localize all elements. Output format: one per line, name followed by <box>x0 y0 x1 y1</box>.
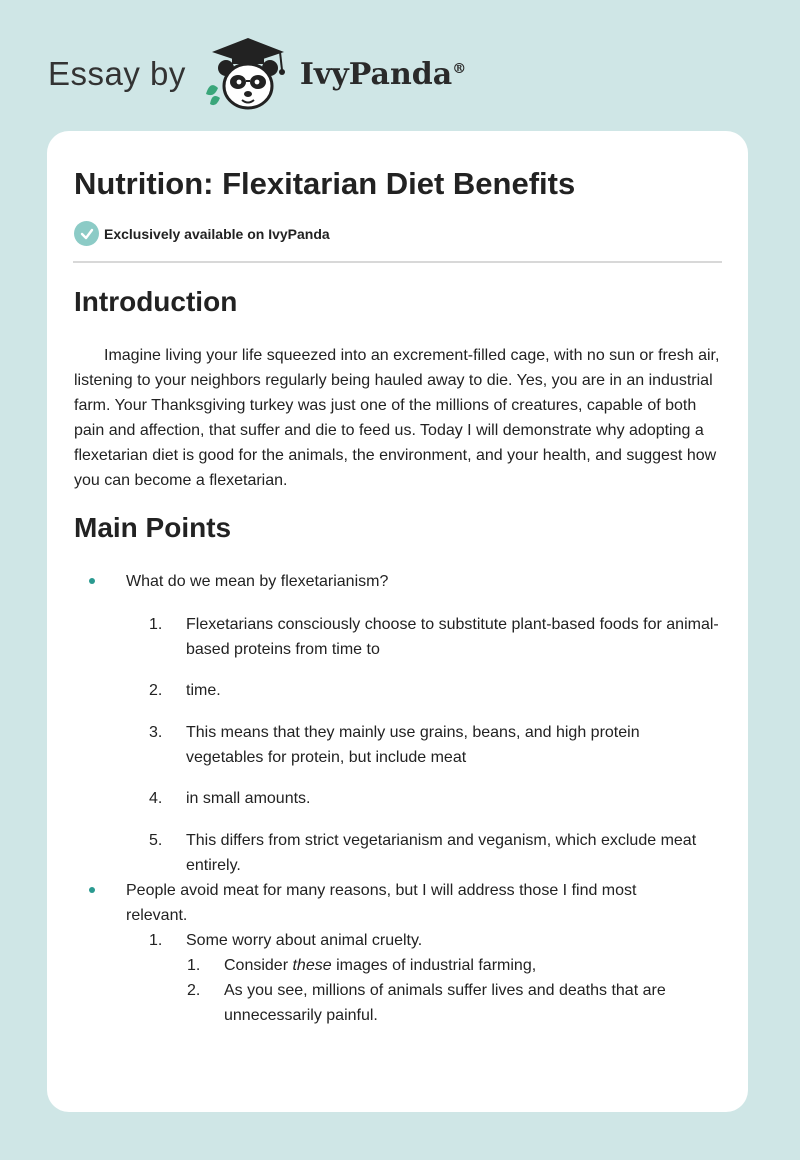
bullet-dot-icon <box>89 887 95 893</box>
list-number: 1. <box>149 932 163 949</box>
list-number: 5. <box>149 832 163 849</box>
list-number: 3. <box>149 724 163 741</box>
list-item: As you see, millions of animals suffer lives and deaths that are unnecessarily painful. <box>224 982 666 1024</box>
badge-text: Exclusively available on IvyPanda <box>104 225 330 242</box>
list-item: This means that they mainly use grains, beans, and high protein vegetables for protein, but include meat <box>186 724 640 766</box>
list-item: Flexetarians consciously choose to substitute plant-based foods for animal-based proteins from time to <box>186 616 719 658</box>
brand-name <box>300 57 466 92</box>
brand-prefix: Essay by <box>48 55 186 92</box>
list-item: time. <box>186 682 221 699</box>
list-item: People avoid meat for many reasons, but I will address those I find most relevant. <box>126 882 637 924</box>
list-number: 1. <box>187 957 201 974</box>
exclusive-badge <box>74 221 330 246</box>
list-item: in small amounts. <box>186 790 311 807</box>
divider <box>73 261 722 263</box>
list-number: 2. <box>187 982 201 999</box>
main-points-heading: Main Points <box>74 512 232 543</box>
list-item: What do we mean by flexetarianism? <box>126 573 389 590</box>
list-number: 2. <box>149 682 163 699</box>
list-item <box>224 953 724 978</box>
brand-name-text: IvyPanda <box>299 56 453 92</box>
registered-mark: ® <box>452 60 467 77</box>
bullet-dot-icon <box>89 578 95 584</box>
check-circle-icon <box>74 221 99 246</box>
emphasis-text: these <box>292 957 332 974</box>
page-title: Nutrition: Flexitarian Diet Benefits <box>74 166 576 201</box>
text-run: Consider <box>224 957 293 974</box>
introduction-paragraph: Imagine living your life squeezed into an excrement-filled cage, with no sun or fresh air, listening to your neighbors regularly being hauled away to die. Yes, you are in an industrial farm. Your Thanksgiving turkey was just one of the millions of creatures, capable of both pain and affection, that suffer and die to feed us. Today I will demonstrate why adopting a flexetarian diet is good for the animals, the environment, and your health, and suggest how you can become a flexetarian. <box>74 347 720 489</box>
text-run: images of industrial farming, <box>331 957 537 974</box>
document-card <box>47 131 748 1112</box>
list-item: This differs from strict vegetarianism and veganism, which exclude meat entirely. <box>186 832 697 874</box>
panda-graduate-icon <box>200 34 296 114</box>
introduction-heading: Introduction <box>74 286 238 317</box>
list-item: Some worry about animal cruelty. <box>186 932 423 949</box>
list-number: 4. <box>149 790 163 807</box>
brand-header <box>48 34 466 114</box>
list-number: 1. <box>149 616 163 633</box>
